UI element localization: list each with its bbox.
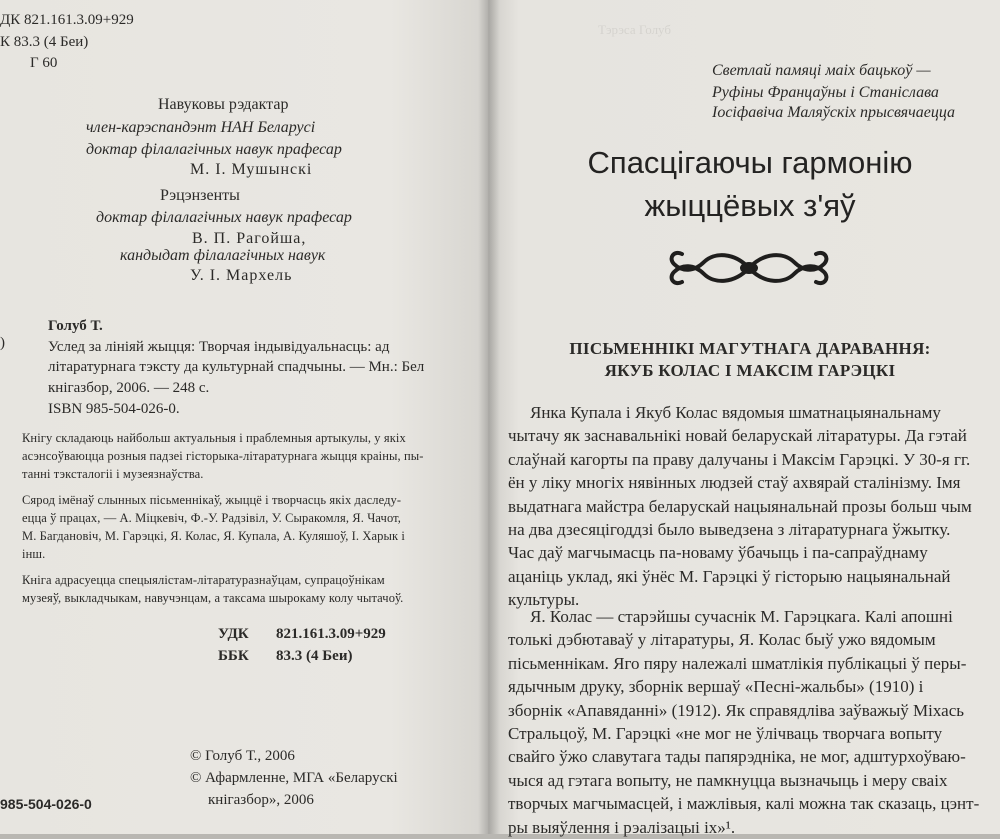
- audience-line: Кніга адрасуецца спецыялістам-літаратуразнаўцам, супрацоўнікам: [22, 573, 385, 587]
- paragraph-line: чыся ад гэтага вопыту, не памкнуцца вызначыць і меру сваіх: [508, 770, 948, 790]
- cutter-mark: Г 60: [30, 55, 58, 71]
- isbn-bottom: 985-504-026-0: [0, 796, 92, 812]
- reviewer-2-name: У. І. Мархель: [190, 267, 293, 284]
- paragraph-line: выдатнага майстра беларускай нацыянальнай прозы больш чым: [508, 496, 972, 516]
- section-heading-line-2: ЯКУБ КОЛАС І МАКСІМ ГАРЭЦКІ: [604, 361, 896, 380]
- bbk-value: 83.3 (4 Беи): [276, 648, 353, 664]
- paragraph-line: Стральцоў, М. Гарэцкі «не мог не ўлічваць творчага вопыту: [508, 724, 943, 744]
- editor-name: М. І. Мушынскі: [190, 161, 313, 178]
- bbk-top: К 83.3 (4 Беи): [0, 34, 89, 50]
- copyright-line-1: © Голуб Т., 2006: [190, 748, 295, 764]
- paragraph-2: [508, 605, 980, 839]
- paragraph-line: Янка Купала і Якуб Колас вядомыя шматнацыянальнаму: [530, 403, 941, 422]
- paragraph-line: на два дзесяцігоддзі было выведзена з літаратурнага ўжытку.: [508, 520, 951, 540]
- audience-line: музеяў, выкладчыкам, навучэнцам, а таксама шырокаму колу чытачоў.: [22, 591, 404, 605]
- names-line: М. Багдановіч, М. Гарэцкі, Я. Колас, Я. Купала, А. Куляшоў, І. Харык і: [22, 529, 405, 543]
- biblio-line-3: кнігазбор, 2006. — 248 с.: [48, 380, 210, 396]
- paragraph-1: [508, 401, 972, 612]
- names-line: ецца ў працах, — А. Міцкевіч, Ф.-У. Радзівіл, У. Сыракомля, Я. Чачот,: [22, 511, 401, 525]
- reviewers-label: Рэцэнзенты: [160, 187, 240, 204]
- reviewer-1-title: доктар філалагічных навук прафесар: [96, 209, 352, 226]
- editor-title-1: член-карэспандэнт НАН Беларусі: [86, 119, 316, 136]
- paragraph-line: слаўнай кагорты па праву далучаны і Максім Гарэцкі. У 30-я гг.: [508, 449, 971, 469]
- paragraph-line: ядычным друку, зборнік вершаў «Песні-жальбы» (1910) і: [508, 677, 924, 697]
- names-line: Сярод імёнаў слынных пісьменнікаў, жыццё і творчасць якіх даследу-: [22, 493, 402, 507]
- biblio-line-1: Услед за лініяй жыцця: Творчая індывідуальнасць: ад: [48, 339, 390, 355]
- paragraph-line: чытачу як заснавальнікі новай беларускай літаратуры. Да гэтай: [508, 426, 967, 446]
- copyright-line-3: кнігазбор», 2006: [208, 792, 314, 808]
- udk-top: ДК 821.161.3.09+929: [0, 12, 134, 28]
- author-heading: Голуб Т.: [48, 318, 103, 334]
- annotation-line: танні тэкстaлогіі і музеязнаўства.: [22, 467, 204, 481]
- section-heading-line-1: ПІСЬМЕННІКІ МАГУТНАГА ДАРАВАННЯ:: [569, 339, 931, 358]
- names-line: інш.: [22, 547, 46, 561]
- editor-label: Навуковы рэдактар: [158, 96, 289, 113]
- dedication-line-2: Руфіны Францаўны і Станіслава: [712, 84, 939, 101]
- reviewer-2-title: кандыдат філалагічных навук: [120, 247, 326, 264]
- bbk-label: ББК: [218, 648, 249, 664]
- paragraph-line: свайго ўжо славутага тады папярэдніка, не мог, адштурхоўваю-: [508, 747, 966, 767]
- paragraph-line: ён у ліку многіх нявінных людзей стаў ахвярай сталінізму. Імя: [508, 473, 961, 493]
- running-head: Тэрэса Голуб: [598, 22, 672, 37]
- annotation-line: Кнігу складаюць найбольш актуальныя і праблемныя артыкулы, у якіх: [22, 431, 406, 445]
- biblio-line-2: літаратурнага тэксту да культурнай спадчыны. — Мн.: Бел: [48, 359, 425, 375]
- udk-value: 821.161.3.09+929: [276, 626, 386, 642]
- book-title-line-2: жыццёвых з'яў: [644, 188, 856, 223]
- left-page: [0, 0, 488, 834]
- paragraph-line: творчых магчымасцей, і мажлівыя, калі можна так сказаць, цэнт-: [508, 794, 980, 814]
- dedication-line-3: Іосіфавіча Маляўскіх прысвячаецца: [712, 104, 956, 121]
- book-gutter: [478, 0, 500, 834]
- paragraph-line: культуры.: [508, 590, 580, 610]
- isbn-line: ISBN 985-504-026-0.: [48, 401, 180, 417]
- paragraph-line: толькі дэбютаваў у літаратуры, Я. Колас быў ужо вядомым: [508, 630, 936, 650]
- ornament-icon: [664, 242, 834, 294]
- paragraph-line: ацаніць уклад, які ўнёс М. Гарэцкі ў гісторыю нацыянальнай: [508, 566, 951, 586]
- dedication-line-1: Светлай памяці маіх бацькоў —: [712, 62, 931, 79]
- paragraph-line: Я. Колас — старэйшы сучаснік М. Гарэцкага. Калі апошні: [530, 607, 953, 626]
- book-title-line-1: Спасцігаючы гармонію: [587, 145, 913, 180]
- reviewer-1-name: В. П. Рагойша,: [192, 230, 307, 247]
- paragraph-line: ры выяўлення і рэалізацыі іх»¹.: [508, 817, 736, 837]
- paragraph-line: зборнік «Апавяданні» (1912). Як справядліва заўважыў Міхась: [508, 700, 965, 720]
- paragraph-line: пісьменнікам. Яго пяру належалі шматлікія публікацыі ў перы-: [508, 653, 967, 673]
- paren-mark: ): [0, 335, 5, 351]
- copyright-line-2: © Афармленне, МГА «Беларускі: [190, 770, 398, 786]
- annotation-line: асэнсоўваюцца розныя падзеі гісторыка-літаратурнага жыцця краіны, пы-: [22, 449, 424, 463]
- udk-label: УДК: [218, 626, 249, 642]
- paragraph-line: Час даў магчымасць па-новаму ўбачыць і па-сапраўднаму: [508, 543, 928, 563]
- editor-title-2: доктар філалагічных навук прафесар: [86, 141, 342, 158]
